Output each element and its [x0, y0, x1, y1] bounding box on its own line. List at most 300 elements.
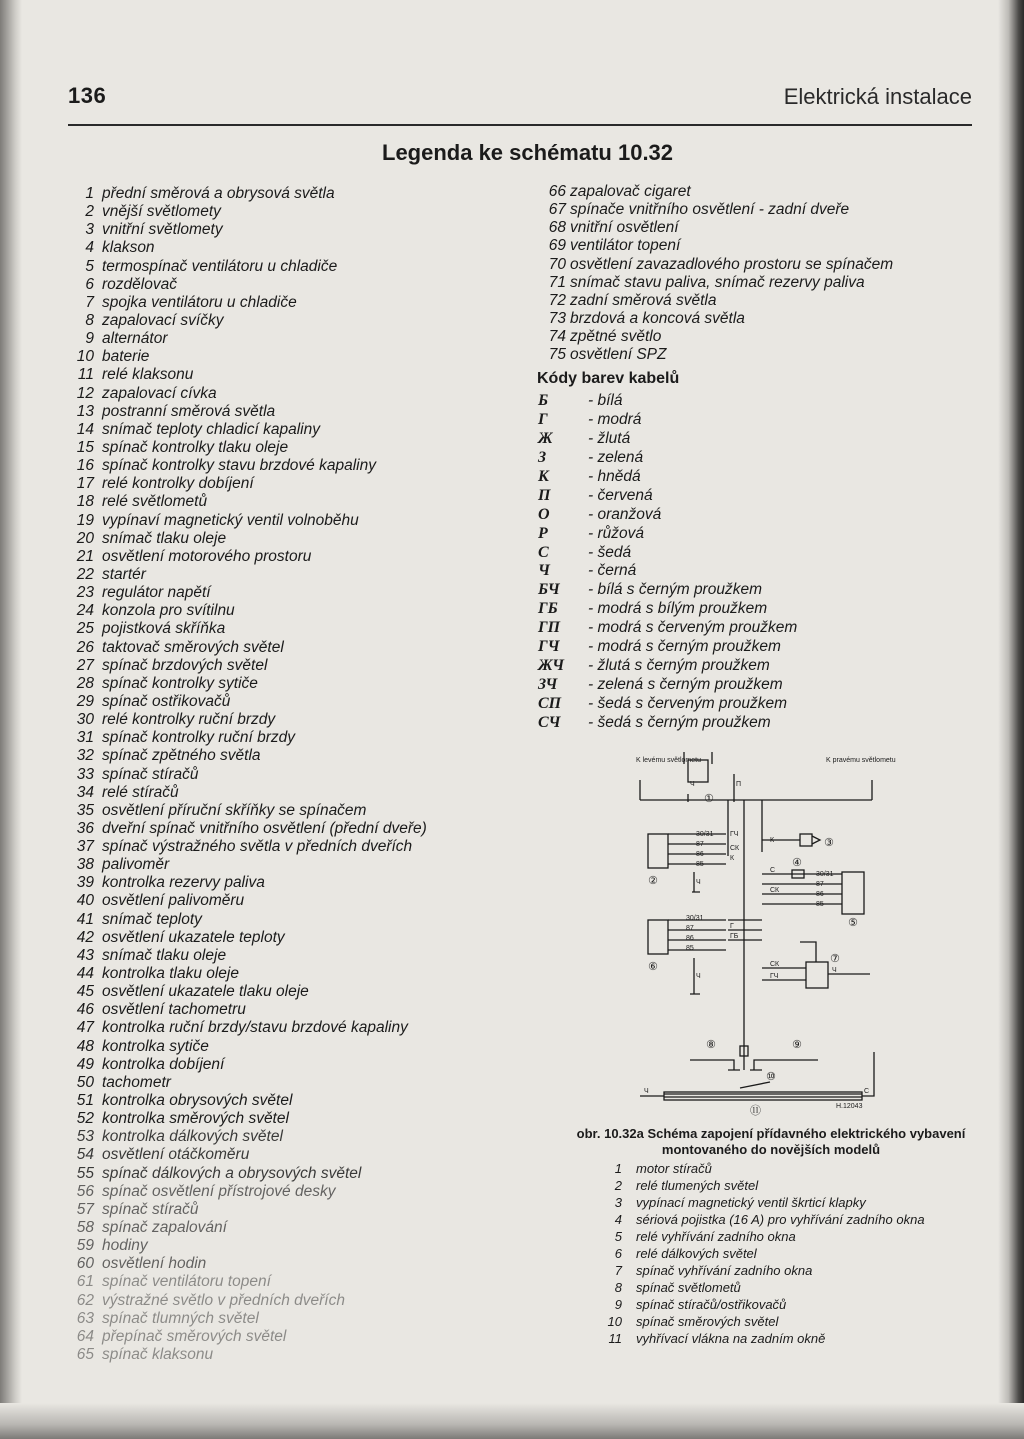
legend-item-text: pojistková skříňka	[102, 620, 226, 638]
legend-item	[58, 221, 518, 239]
color-code-row	[530, 468, 970, 487]
legend-item-number: 15	[76, 438, 94, 456]
legend-item-text: spínač stíračů	[102, 1200, 199, 1218]
legend-item-number: 60	[76, 1255, 94, 1273]
legend-item-number: 34	[76, 783, 94, 801]
legend-item	[58, 584, 518, 602]
legend-item	[530, 256, 970, 274]
legend-item	[530, 201, 970, 219]
diagram-marker: ④	[792, 856, 802, 869]
legend-item	[58, 983, 518, 1001]
legend-item-number: 23	[76, 584, 94, 602]
legend-item	[58, 1038, 518, 1056]
caption-item	[592, 1279, 992, 1296]
caption-item-number: 9	[614, 1297, 622, 1312]
color-code-row	[530, 581, 970, 600]
legend-item-text: snímač teploty	[102, 910, 202, 928]
diagram-wire-label: Ч	[696, 973, 701, 980]
diagram-marker: ③	[824, 836, 834, 849]
legend-item	[58, 965, 518, 983]
legend-item-number: 64	[76, 1327, 94, 1345]
legend-item-text: osvětlení ukazatele tlaku oleje	[102, 983, 309, 1001]
caption-item-text: relé dálkových světel	[636, 1246, 757, 1261]
legend-item-number: 10	[76, 348, 94, 366]
legend-item-number: 71	[548, 273, 566, 291]
caption-item-number: 11	[608, 1331, 622, 1346]
diagram-wire-label: ГЧ	[770, 973, 779, 980]
color-code-row	[530, 657, 970, 676]
color-name: - modrá s černým proužkem	[588, 637, 781, 655]
color-code-row	[530, 562, 970, 581]
legend-item-text: spínač kontrolky sytiče	[102, 674, 258, 692]
color-code: Б	[538, 392, 549, 410]
legend-item-text: spínač kontrolky tlaku oleje	[102, 438, 289, 456]
color-code: БЧ	[538, 581, 560, 599]
legend-item-text: osvětlení otáčkoměru	[102, 1146, 250, 1164]
color-code: Ч	[538, 562, 550, 580]
caption-item-number: 5	[614, 1229, 622, 1244]
legend-item	[58, 620, 518, 638]
caption-item-number: 1	[614, 1161, 622, 1176]
legend-item	[58, 403, 518, 421]
legend-item-number: 68	[548, 219, 566, 237]
legend-item-number: 41	[76, 910, 94, 928]
color-name: - modrá s bílým proužkem	[588, 600, 768, 618]
legend-item	[58, 766, 518, 784]
legend-item-text: spínač klaksonu	[102, 1346, 214, 1363]
legend-item-text: zapalovací svíčky	[102, 311, 224, 329]
legend-item-number: 26	[76, 638, 94, 656]
legend-item-text: alternátor	[102, 330, 168, 348]
legend-item-text: rozdělovač	[102, 275, 177, 293]
legend-item	[58, 784, 518, 802]
legend-item-number: 43	[76, 946, 94, 964]
legend-item	[58, 675, 518, 693]
legend-item	[58, 312, 518, 330]
caption-item	[592, 1296, 992, 1313]
legend-item	[58, 1110, 518, 1128]
legend-item	[58, 820, 518, 838]
diagram-label-left: K levému světlometu	[636, 757, 701, 764]
legend-item-text: relé světlometů	[102, 493, 208, 511]
legend-item	[58, 1273, 518, 1291]
legend-item	[58, 548, 518, 566]
legend-item-number: 18	[76, 493, 94, 511]
diagram-wire-label: Ч	[690, 781, 695, 788]
diagram-wire-label: Ч	[832, 967, 837, 974]
page-edge-left	[0, 0, 22, 1439]
legend-item-text: palivoměr	[102, 856, 170, 874]
legend-item-text: klakson	[102, 239, 155, 257]
color-name: - modrá s červeným proužkem	[588, 619, 798, 637]
legend-item-text: spínač ostřikovačů	[102, 692, 231, 710]
legend-item-number: 48	[76, 1037, 94, 1055]
legend-item-number: 59	[76, 1237, 94, 1255]
page-edge-bottom	[0, 1403, 1024, 1439]
color-name: - šedá s černým proužkem	[588, 713, 771, 731]
legend-item	[58, 1255, 518, 1273]
diagram-terminal: 87	[696, 841, 704, 848]
legend-item-number: 30	[76, 711, 94, 729]
color-code: Г	[538, 411, 548, 429]
caption-item-number: 3	[614, 1195, 622, 1210]
color-code: ГБ	[538, 600, 558, 618]
legend-item-number: 52	[76, 1110, 94, 1128]
caption-item	[592, 1245, 992, 1262]
legend-item-number: 74	[548, 328, 566, 346]
legend-left-column	[58, 185, 518, 1364]
legend-item-text: zpětné světlo	[570, 328, 662, 346]
legend-item	[58, 239, 518, 257]
legend-item-number: 5	[85, 257, 94, 275]
color-codes-list	[530, 392, 970, 732]
legend-item-number: 25	[76, 620, 94, 638]
legend-item	[58, 1019, 518, 1037]
legend-item	[58, 1346, 518, 1364]
legend-item-number: 31	[76, 729, 94, 747]
color-code-row	[530, 638, 970, 657]
legend-item	[58, 366, 518, 384]
legend-item-number: 22	[76, 565, 94, 583]
legend-item-text: spínač zapalování	[102, 1219, 227, 1237]
legend-item-number: 3	[85, 221, 94, 239]
legend-item-text: relé kontrolky dobíjení	[102, 475, 254, 493]
legend-item-number: 35	[76, 801, 94, 819]
color-code-row	[530, 411, 970, 430]
color-code-row	[530, 695, 970, 714]
caption-item-text: sériová pojistka (16 A) pro vyhřívání zadního okna	[636, 1212, 925, 1227]
diagram-marker: ⑤	[848, 916, 858, 929]
legend-item	[58, 947, 518, 965]
legend-item-number: 28	[76, 674, 94, 692]
color-code: СП	[538, 694, 562, 712]
legend-item	[58, 747, 518, 765]
diagram-wire-label: К	[730, 855, 735, 862]
legend-item-text: vnitřní světlomety	[102, 221, 223, 239]
legend-item-number: 69	[548, 237, 566, 255]
legend-item-text: spínače vnitřního osvětlení - zadní dveře	[570, 201, 850, 219]
legend-item-number: 32	[76, 747, 94, 765]
legend-item-text: vypínaví magnetický ventil volnoběhu	[102, 511, 359, 529]
legend-item	[58, 711, 518, 729]
color-name: - modrá	[588, 411, 642, 429]
legend-item	[58, 457, 518, 475]
legend-item-number: 11	[77, 366, 94, 384]
legend-item-number: 50	[76, 1073, 94, 1091]
legend-item	[58, 512, 518, 530]
legend-item-text: brzdová a koncová světla	[570, 309, 745, 327]
legend-item	[58, 421, 518, 439]
legend-item-text: spínač kontrolky ruční brzdy	[102, 729, 295, 747]
diagram-terminal: 86	[696, 851, 704, 858]
legend-item-number: 58	[76, 1219, 94, 1237]
diagram-label-right: K pravému světlometu	[826, 757, 896, 764]
legend-item-text: osvětlení ukazatele teploty	[102, 928, 285, 946]
color-code-row	[530, 430, 970, 449]
caption-item-text: motor stíračů	[636, 1161, 712, 1176]
diagram-terminal: 30/31	[816, 871, 834, 878]
legend-item-text: spínač stíračů	[102, 765, 199, 783]
legend-item-number: 36	[76, 819, 94, 837]
diagram-wire-label: П	[736, 781, 742, 788]
legend-item-text: vnější světlomety	[102, 203, 221, 221]
legend-item-number: 1	[85, 185, 94, 202]
color-code-row	[530, 544, 970, 563]
legend-item-text: kontrolka dobíjení	[102, 1055, 225, 1073]
legend-item-text: spínač osvětlení přístrojové desky	[102, 1182, 336, 1200]
legend-item	[58, 1219, 518, 1237]
legend-item-number: 63	[76, 1309, 94, 1327]
color-code-row	[530, 392, 970, 411]
legend-item-text: osvětlení SPZ	[570, 346, 667, 364]
caption-item	[592, 1228, 992, 1245]
caption-item-text: vypínací magnetický ventil škrticí klapky	[636, 1195, 866, 1210]
legend-item	[530, 183, 970, 201]
diagram-terminal: 85	[816, 901, 824, 908]
legend-title: Legenda ke schématu 10.32	[382, 140, 674, 165]
legend-item-number: 40	[76, 892, 94, 910]
caption-item-number: 4	[614, 1212, 622, 1227]
legend-item-number: 46	[76, 1001, 94, 1019]
legend-item-text: hodiny	[102, 1237, 148, 1255]
legend-item-text: zapalovač cigaret	[570, 183, 691, 200]
legend-item-number: 20	[76, 529, 94, 547]
legend-item	[58, 1074, 518, 1092]
diagram-terminal: 87	[816, 881, 824, 888]
caption-item	[592, 1313, 992, 1330]
legend-item	[58, 1201, 518, 1219]
legend-item-number: 14	[76, 420, 94, 438]
figure-caption-list	[592, 1160, 992, 1347]
legend-item-number: 67	[548, 201, 566, 219]
legend-item	[58, 330, 518, 348]
caption-item-text: relé vyhřívání zadního okna	[636, 1229, 796, 1244]
color-name: - zelená s černým proužkem	[588, 675, 783, 693]
legend-item-text: startér	[102, 565, 146, 583]
legend-item-number: 51	[76, 1092, 94, 1110]
color-code: П	[538, 486, 551, 504]
color-name: - růžová	[588, 524, 644, 542]
color-code: ГП	[538, 619, 561, 637]
legend-item	[58, 911, 518, 929]
diagram-marker: ⑨	[792, 1038, 802, 1051]
color-code: ГЧ	[538, 637, 560, 655]
legend-item-text: ventilátor topení	[570, 237, 681, 255]
legend-item-number: 16	[76, 457, 94, 475]
legend-item	[58, 1056, 518, 1074]
legend-item-text: přepínač směrových světel	[102, 1327, 287, 1345]
legend-item	[58, 1310, 518, 1328]
diagram-terminal: 86	[686, 935, 694, 942]
color-code-row	[530, 506, 970, 525]
diagram-terminal: 85	[686, 945, 694, 952]
caption-item	[592, 1330, 992, 1347]
legend-item-text: vnitřní osvětlení	[570, 219, 679, 237]
color-code: ЖЧ	[538, 656, 565, 674]
diagram-marker: ⑥	[648, 960, 658, 973]
legend-item-text: snímač stavu paliva, snímač rezervy paliva	[570, 273, 865, 291]
header-rule	[68, 124, 972, 126]
legend-item-number: 61	[76, 1273, 94, 1291]
diagram-marker: ⑧	[706, 1038, 716, 1051]
legend-item-number: 49	[76, 1055, 94, 1073]
legend-item-text: kontrolka sytiče	[102, 1037, 209, 1055]
color-name: - žlutá	[588, 430, 631, 448]
legend-item-text: snímač tlaku oleje	[102, 946, 227, 964]
legend-item-text: spínač výstražného světla v předních dveřích	[102, 838, 413, 856]
legend-item-number: 7	[85, 293, 94, 311]
legend-item-number: 47	[76, 1019, 94, 1037]
legend-item-text: osvětlení zavazadlového prostoru se spínačem	[570, 255, 894, 273]
diagram-wire-label: С	[770, 867, 776, 874]
legend-item-text: relé stíračů	[102, 783, 179, 801]
diagram-wire-label: К	[770, 837, 775, 844]
legend-item-text: dveřní spínač vnitřního osvětlení (přední dveře)	[102, 819, 427, 837]
legend-item-text: osvětlení hodin	[102, 1255, 207, 1273]
color-name: - hnědá	[588, 467, 641, 485]
figure-caption: obr. 10.32a Schéma zapojení přídavného elektrického vybavení montovaného do novějších modelů	[576, 1126, 966, 1157]
legend-item-number: 27	[76, 656, 94, 674]
legend-item-number: 29	[76, 692, 94, 710]
legend-item	[58, 639, 518, 657]
color-code-row	[530, 487, 970, 506]
diagram-terminal: 30/31	[696, 831, 714, 838]
diagram-marker: ⑦	[830, 952, 840, 965]
diagram-wire-label: С	[864, 1088, 870, 1095]
legend-item-number: 75	[548, 346, 566, 364]
legend-item-text: spínač zpětného světla	[102, 747, 261, 765]
legend-item-number: 55	[76, 1164, 94, 1182]
legend-item-text: osvětlení příruční skříňky se spínačem	[102, 801, 367, 819]
legend-item	[58, 439, 518, 457]
legend-item-text: zadní směrová světla	[570, 291, 717, 309]
legend-item	[58, 1001, 518, 1019]
legend-item	[58, 929, 518, 947]
caption-item-number: 6	[614, 1246, 622, 1261]
color-name: - oranžová	[588, 505, 662, 523]
legend-item-text: osvětlení motorového prostoru	[102, 547, 312, 565]
caption-item	[592, 1160, 992, 1177]
color-name: - zelená	[588, 449, 644, 467]
caption-item-number: 7	[614, 1263, 622, 1278]
legend-item	[58, 602, 518, 620]
legend-item-number: 39	[76, 874, 94, 892]
legend-item	[530, 292, 970, 310]
caption-item-number: 2	[614, 1178, 622, 1193]
legend-item	[58, 203, 518, 221]
legend-item	[530, 274, 970, 292]
diagram-marker: ②	[648, 874, 658, 887]
legend-item-number: 8	[85, 311, 94, 329]
legend-item-text: spínač brzdových světel	[102, 656, 268, 674]
legend-item-number: 42	[76, 928, 94, 946]
legend-item-text: kontrolka ruční brzdy/stavu brzdové kapaliny	[102, 1019, 408, 1037]
legend-item-text: spínač ventilátoru topení	[102, 1273, 271, 1291]
legend-item-number: 9	[85, 330, 94, 348]
legend-item-number: 73	[548, 309, 566, 327]
legend-item	[58, 856, 518, 874]
color-name: - šedá	[588, 543, 632, 561]
legend-item	[58, 294, 518, 312]
legend-item-number: 4	[85, 239, 94, 257]
legend-item-number: 37	[76, 838, 94, 856]
legend-item	[58, 493, 518, 511]
legend-item	[58, 185, 518, 203]
caption-item	[592, 1194, 992, 1211]
page-edge-right	[998, 0, 1024, 1439]
legend-item	[58, 475, 518, 493]
legend-item	[58, 276, 518, 294]
legend-item	[58, 1183, 518, 1201]
caption-item-text: relé tlumených světel	[636, 1178, 759, 1193]
legend-item-text: výstražné světlo v předních dveřích	[102, 1291, 345, 1309]
legend-item-text: spínač dálkových a obrysových světel	[102, 1164, 362, 1182]
legend-item-number: 44	[76, 965, 94, 983]
diagram-terminal: 30/31	[686, 915, 704, 922]
legend-item-text: kontrolka dálkových světel	[102, 1128, 283, 1146]
caption-item	[592, 1177, 992, 1194]
legend-item	[58, 729, 518, 747]
legend-item	[530, 328, 970, 346]
legend-item-text: kontrolka směrových světel	[102, 1110, 289, 1128]
color-code: О	[538, 505, 550, 523]
caption-item-text: spínač světlometů	[636, 1280, 741, 1295]
legend-item-text: spínač kontrolky stavu brzdové kapaliny	[102, 457, 376, 475]
color-code: С	[538, 543, 549, 561]
legend-item	[58, 1128, 518, 1146]
color-name: - červená	[588, 486, 653, 504]
legend-item-number: 21	[76, 547, 94, 565]
page-number: 136	[68, 83, 107, 108]
legend-item-number: 57	[76, 1200, 94, 1218]
legend-item-number: 33	[76, 765, 94, 783]
legend-item-number: 56	[76, 1182, 94, 1200]
legend-item	[58, 1092, 518, 1110]
legend-item	[58, 530, 518, 548]
color-code-row	[530, 525, 970, 544]
legend-item	[58, 892, 518, 910]
legend-item-number: 72	[548, 291, 566, 309]
legend-item-number: 24	[76, 602, 94, 620]
legend-item	[58, 1165, 518, 1183]
color-name: - bílá s černým proužkem	[588, 581, 762, 599]
legend-item-number: 66	[548, 183, 566, 200]
legend-item-number: 2	[85, 203, 94, 221]
diagram-marker: ⑩	[766, 1070, 776, 1083]
diagram-terminal: 87	[686, 925, 694, 932]
legend-item-text: osvětlení tachometru	[102, 1001, 246, 1019]
legend-item-text: osvětlení palivoměru	[102, 892, 245, 910]
legend-item-text: snímač tlaku oleje	[102, 529, 227, 547]
legend-item-number: 38	[76, 856, 94, 874]
color-codes-title: Kódy barev kabelů	[537, 370, 680, 388]
diagram-code: H.12043	[836, 1103, 863, 1110]
legend-item-text: postranní směrová světla	[102, 402, 276, 420]
legend-item-text: relé klaksonu	[102, 366, 194, 384]
wiring-diagram	[630, 752, 896, 1120]
legend-item-number: 65	[76, 1346, 94, 1363]
legend-item-number: 17	[76, 475, 94, 493]
caption-item-text: spínač směrových světel	[636, 1314, 779, 1329]
diagram-wire-label: Ч	[644, 1088, 649, 1095]
legend-item-text: termospínač ventilátoru u chladiče	[102, 257, 338, 275]
caption-item-text: spínač vyhřívání zadního okna	[636, 1263, 813, 1278]
diagram-wire-label: СК	[770, 887, 780, 894]
color-code: К	[538, 467, 549, 485]
color-code-row	[530, 449, 970, 468]
diagram-wire-label: СК	[730, 845, 740, 852]
legend-item-number: 13	[76, 402, 94, 420]
